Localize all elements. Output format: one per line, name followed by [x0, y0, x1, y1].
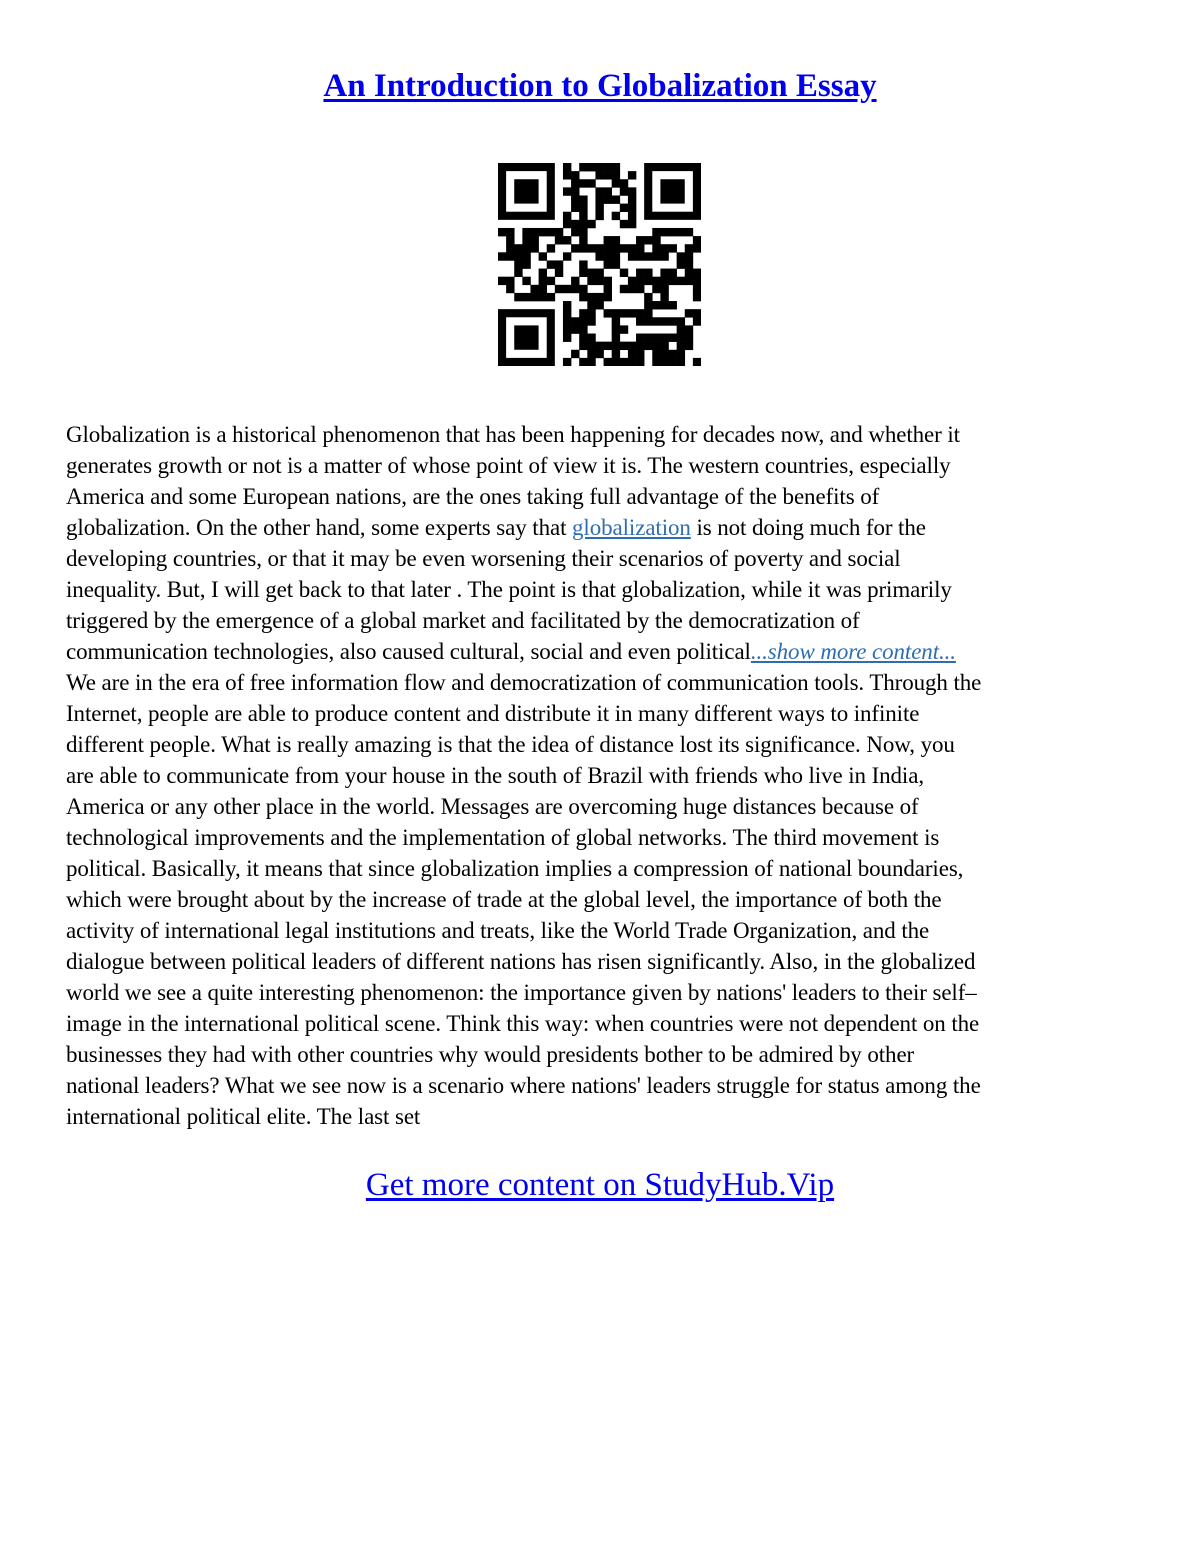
essay-text-part-3: We are in the era of free information flow and democratization of communication tools. Through the Internet, people are able to produce content and distribute it in many different ways to infinite different people. What is really amazing is that the idea of distance lost its significance. Now, you are able to communicate from your house in the south of Brazil with friends who live in India, America or any other place in the world. Messages are overcoming huge distances because of technological improvements and the implementation of global networks. The third movement is political. Basically, it means that since globalization implies a compression of national boundaries, which were brought about by the increase of trade at the global level, the importance of both the activity of international legal institutions and treats, like the World Trade Organization, and the dialogue between political leaders of different nations has risen significantly. Also, in the globalized world we see a quite interesting phenomenon: the importance given by nations' leaders to their self– image in the international political scene. Think this way: when countries were not dependent on the businesses they had with other countries why would presidents bother to be admired by other national leaders? What we see now is a scenario where nations' leaders struggle for status among the international political elite. The last set	[66, 670, 982, 1129]
studyhub-link[interactable]: Get more content on StudyHub.Vip	[365, 1167, 835, 1203]
footer	[0, 1163, 1200, 1207]
globalization-link[interactable]: globalization	[572, 515, 691, 540]
essay-text-part-1: Globalization is a historical phenomenon that has been happening for decades now, and whether it generates growth or not is a matter of whose point of view it is. The western countries, especially America and some European nations, are the ones taking full advantage of the benefits of globalization. On the other hand, some experts say that	[66, 422, 960, 540]
qr-code-icon	[498, 163, 701, 366]
show-more-link[interactable]: ...show more content...	[750, 639, 956, 664]
essay-paragraph	[66, 419, 1136, 1132]
title-link[interactable]: An Introduction to Globalization Essay	[323, 68, 877, 104]
page-title	[0, 64, 1200, 108]
essay-text-part-2: is not doing much for the developing countries, or that it may be even worsening their scenarios of poverty and social inequality. But, I will get back to that later . The point is that globalization, while it was primarily triggered by the emergence of a global market and facilitated by the democratization of communication technologies, also caused cultural, social and even political	[66, 515, 952, 664]
